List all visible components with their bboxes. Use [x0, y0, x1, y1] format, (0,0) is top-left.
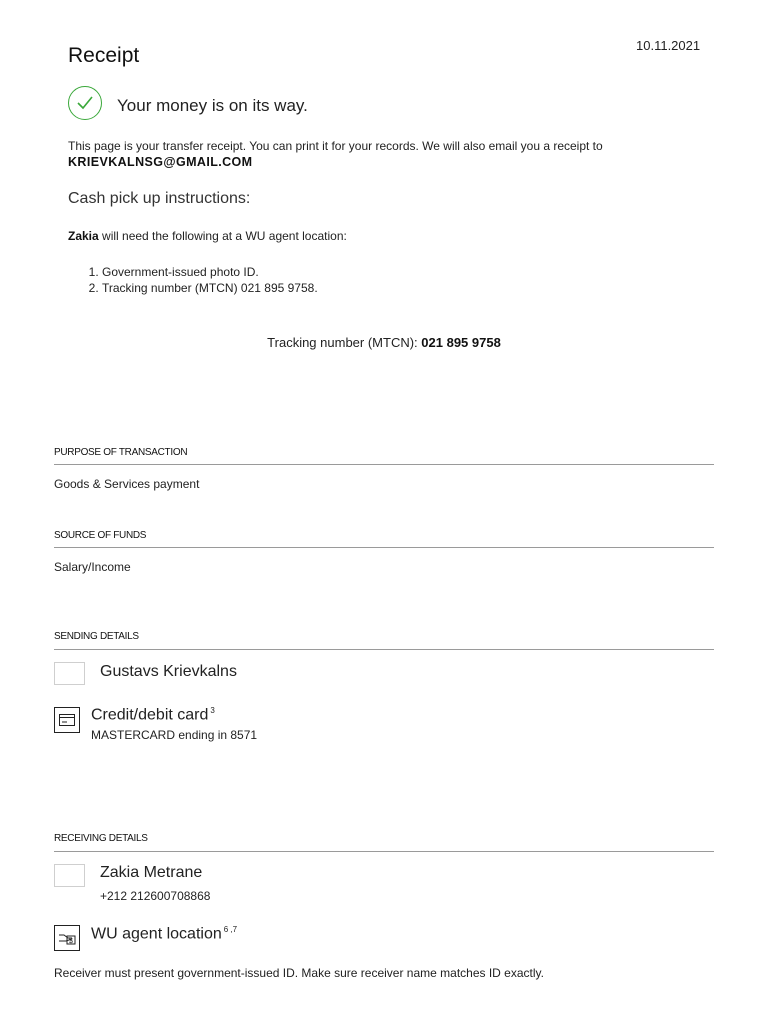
cash-hand-icon — [54, 925, 80, 951]
pickup-steps — [87, 264, 318, 296]
receipt-intro-text: This page is your transfer receipt. You can print it for your records. We will also email you a receipt to — [68, 139, 603, 153]
tracking-value: 021 895 9758 — [421, 335, 501, 350]
pickup-needs-text: will need the following at a WU agent location: — [98, 229, 347, 243]
receiver-phone: +212 212600708868 — [100, 889, 211, 903]
source-value: Salary/Income — [54, 560, 131, 574]
sender-name: Gustavs Krievkalns — [100, 663, 237, 680]
receive-method-label: WU agent location — [91, 925, 222, 943]
list-item: 1. Government-issued photo ID. — [102, 264, 318, 280]
receipt-email: KRIEVKALNSG@GMAIL.COM — [68, 155, 253, 169]
card-detail: MASTERCARD ending in 8571 — [91, 728, 258, 742]
list-item: 2. Tracking number (MTCN) 021 895 9758. — [102, 280, 318, 296]
page-title: Receipt — [68, 44, 140, 67]
sender-avatar — [54, 662, 85, 685]
checkmark-icon — [68, 86, 102, 120]
receive-method — [91, 925, 237, 943]
source-label: SOURCE OF FUNDS — [54, 530, 147, 541]
receipt-date: 10.11.2021 — [636, 38, 701, 53]
payment-method-label: Credit/debit card — [91, 706, 209, 724]
divider — [54, 851, 714, 852]
tracking-number — [0, 335, 768, 350]
sending-label: SENDING DETAILS — [54, 631, 139, 642]
purpose-label: PURPOSE OF TRANSACTION — [54, 447, 188, 458]
purpose-value: Goods & Services payment — [54, 477, 200, 491]
receiver-avatar — [54, 864, 85, 887]
pickup-receiver-name: Zakia — [68, 229, 99, 243]
payment-method-footnote: 3 — [210, 706, 215, 715]
footer-note: Receiver must present government-issued ID. Make sure receiver name matches ID exactly. — [54, 966, 544, 980]
divider — [54, 547, 714, 548]
pickup-requirements — [68, 229, 347, 243]
divider — [54, 649, 714, 650]
receiver-name: Zakia Metrane — [100, 864, 203, 881]
tracking-label: Tracking number (MTCN): — [267, 335, 422, 350]
credit-card-icon — [54, 707, 80, 733]
receive-method-footnote: 6 ,7 — [223, 925, 238, 934]
payment-method — [91, 706, 215, 724]
receiving-label: RECEIVING DETAILS — [54, 833, 148, 844]
cash-pickup-title: Cash pick up instructions: — [68, 190, 251, 207]
status-message: Your money is on its way. — [117, 96, 308, 115]
svg-text:$: $ — [69, 938, 73, 945]
divider — [54, 464, 714, 465]
